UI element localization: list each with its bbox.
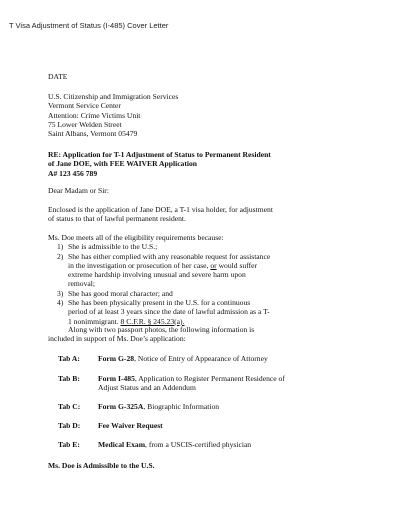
re-subject	[48, 150, 271, 178]
form-description: Adjust Status and an Addendum	[98, 383, 196, 393]
page-header: T Visa Adjustment of Status (I-485) Cover Letter	[9, 21, 169, 30]
requirement-text-part: would suffer	[216, 260, 258, 270]
tab-label: Tab D:	[58, 421, 81, 430]
tab-description	[98, 402, 383, 411]
requirement-text: She is admissible to the U.S.;	[68, 242, 158, 252]
re-line: of Jane DOE, with FEE WAIVER Application	[48, 159, 198, 169]
intro-line: of status to that of lawful permanent resident.	[48, 214, 186, 224]
tab-label: Tab C:	[58, 402, 81, 411]
requirement-text: She has good moral character; and	[68, 288, 173, 298]
form-name: Fee Waiver Request	[98, 421, 163, 430]
form-name: Form G-28	[98, 354, 135, 363]
address-line: Saint Albans, Vermont 05479	[48, 129, 138, 139]
re-line: A# 123 456 789	[48, 168, 98, 178]
requirement-text: period of at least 3 years since the date of lawful admission as a T-	[68, 307, 270, 317]
requirement-text-part: in the investigation or prosecution of her case,	[68, 260, 211, 270]
form-description: , from a USCIS-certified physician	[145, 440, 252, 449]
citation: 8 C.F.R. § 245.23(a).	[120, 316, 185, 326]
requirement-number: 2)	[57, 251, 64, 261]
passport-line: Along with two passport photos, the following information is	[68, 325, 255, 334]
requirement-number: 3)	[57, 288, 64, 298]
tab-description	[98, 374, 383, 393]
passport-paragraph	[48, 325, 254, 344]
salutation: Dear Madam or Sir:	[48, 186, 109, 195]
tab-description	[98, 440, 383, 449]
form-description: , Biographic Information	[143, 402, 220, 411]
requirement-item	[48, 298, 270, 326]
date-line: DATE	[48, 72, 68, 81]
requirement-number: 1)	[57, 242, 64, 252]
section-heading: Ms. Doe is Admissible to the U.S.	[48, 461, 155, 470]
address-line: Vermont Service Center	[48, 101, 121, 111]
requirement-number: 4)	[57, 298, 64, 308]
tab-description	[98, 354, 383, 363]
address-line: U.S. Citizenship and Immigration Services	[48, 92, 179, 101]
requirements-section	[48, 233, 270, 326]
requirement-item	[48, 289, 270, 298]
form-description: , Notice of Entry of Appearance of Attorney	[134, 354, 268, 363]
tab-label: Tab B:	[58, 374, 80, 383]
requirement-item	[48, 242, 270, 251]
requirement-text-part: 1 nonimmigrant.	[68, 316, 121, 326]
address-line: Attention: Crime Victims Unit	[48, 110, 141, 120]
form-name: Form I-485	[98, 374, 135, 383]
requirements-list	[48, 242, 270, 326]
requirement-text: She has either complied with any reasonable request for assistance	[68, 251, 271, 261]
requirement-item	[48, 252, 270, 289]
tab-label: Tab E:	[58, 440, 80, 449]
passport-line: included in support of Ms. Doe’s application:	[48, 334, 186, 344]
intro-line: Enclosed is the application of Jane DOE, a T-1 visa holder, for adjustment	[48, 205, 273, 214]
intro-paragraph	[48, 205, 273, 224]
requirement-text: extreme hardship involving unusual and severe harm upon	[68, 270, 246, 280]
address-line: 75 Lower Welden Street	[48, 119, 122, 129]
requirement-text	[68, 261, 270, 270]
form-description: , Application to Register Permanent Residence of	[134, 374, 285, 383]
requirement-text: removal;	[68, 279, 95, 289]
requirement-text: She has been physically present in the U.S. for a continuous	[68, 298, 251, 308]
tab-description	[98, 421, 383, 430]
recipient-address	[48, 92, 178, 138]
requirement-text-underlined: or	[210, 260, 217, 270]
form-name: Medical Exam	[98, 440, 146, 449]
re-line: RE: Application for T-1 Adjustment of Status to Permanent Resident	[48, 150, 271, 159]
requirements-intro: Ms. Doe meets all of the eligibility requirements because:	[48, 233, 224, 242]
form-name: Form G-325A	[98, 402, 144, 411]
tab-label: Tab A:	[58, 354, 80, 363]
